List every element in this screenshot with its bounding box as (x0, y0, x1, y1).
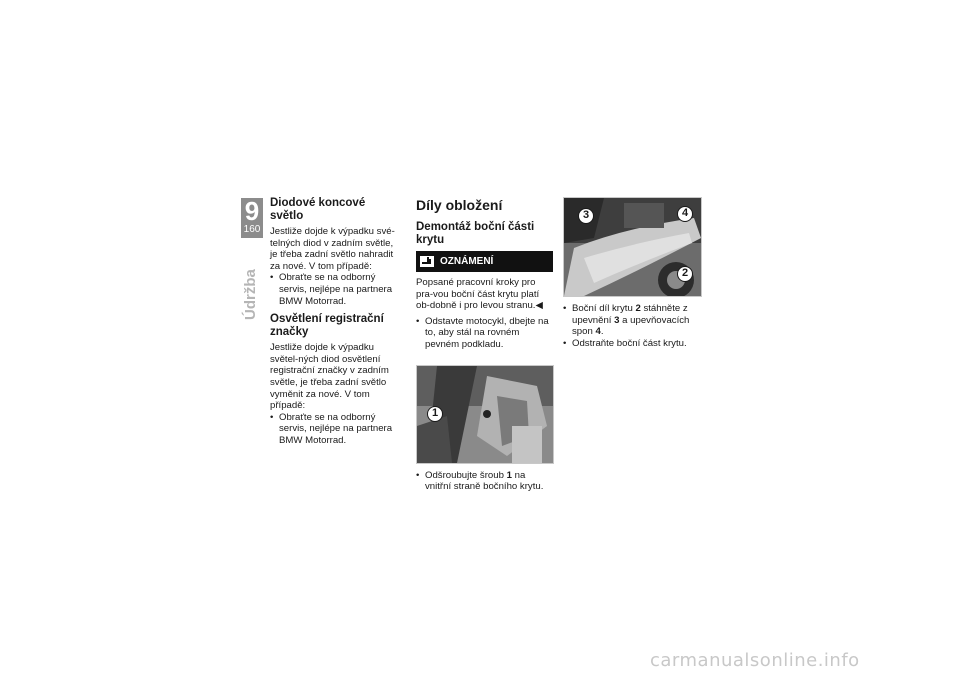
list-step-1 (416, 316, 553, 351)
photo-callout-3: 3 (578, 208, 594, 224)
chapter-side-label: Údržba (242, 269, 259, 320)
notice-label: OZNÁMENÍ (440, 255, 494, 267)
subsection-title: Demontáž boční části krytu (416, 221, 535, 246)
list-item: • Odstraňte boční část krytu. (563, 338, 700, 350)
list-plate-light (270, 412, 400, 447)
photo-callout-2: 2 (677, 266, 693, 282)
notice-text: Popsané pracovní kroky pro pra-vou boční část krytu platí ob-dobně i pro levou stranu.◀ (416, 277, 543, 312)
hand-pointer-icon (420, 256, 434, 267)
list-item: • Boční díl krytu 2 stáhněte z upevnění 3 a upevňovacích spon 4. (563, 303, 700, 338)
list-steps (563, 303, 700, 349)
list-item: • Obraťte se na odborný servis, nejlépe na partnera BMW Motorrad. (270, 272, 400, 307)
photo-screw-inner-side (416, 365, 554, 464)
list-item: • Odstavte motocykl, dbejte na to, aby stál na rovném pevném podkladu. (416, 316, 553, 351)
column-3 (563, 197, 700, 349)
photo-callout-4: 4 (677, 206, 693, 222)
paragraph-plate-light: Jestliže dojde k výpadku světel-ných diod osvětlení registrační značky v zadním světle, je třeba zadní světlo vyměnit za nové. V tom případě: (270, 342, 389, 412)
list-item: • Odšroubujte šroub 1 na vnitřní straně bočního krytu. (416, 470, 553, 493)
watermark: carmanualsonline.info (650, 650, 860, 671)
section-title: Díly obložení (416, 197, 503, 213)
column-1 (270, 197, 400, 447)
chapter-number: 9 (244, 196, 260, 226)
photo-side-panel (563, 197, 702, 297)
list-led-tail-light (270, 272, 400, 307)
photo-callout-1: 1 (427, 406, 443, 422)
notice-banner (416, 251, 553, 272)
heading-plate-light: Osvětlení registrační značky (270, 313, 384, 339)
chapter-marker (241, 198, 263, 238)
page-number: 160 (243, 224, 261, 235)
list-item: • Obraťte se na odborný servis, nejlépe na partnera BMW Motorrad. (270, 412, 400, 447)
column-2 (416, 197, 553, 493)
list-step-2 (416, 470, 553, 493)
heading-led-tail-light: Diodové koncové světlo (270, 197, 366, 222)
paragraph-led-tail-light: Jestliže dojde k výpadku své-telných diod v zadním světle, je třeba zadní světlo nahradit za nové. V tom případě: (270, 226, 395, 272)
